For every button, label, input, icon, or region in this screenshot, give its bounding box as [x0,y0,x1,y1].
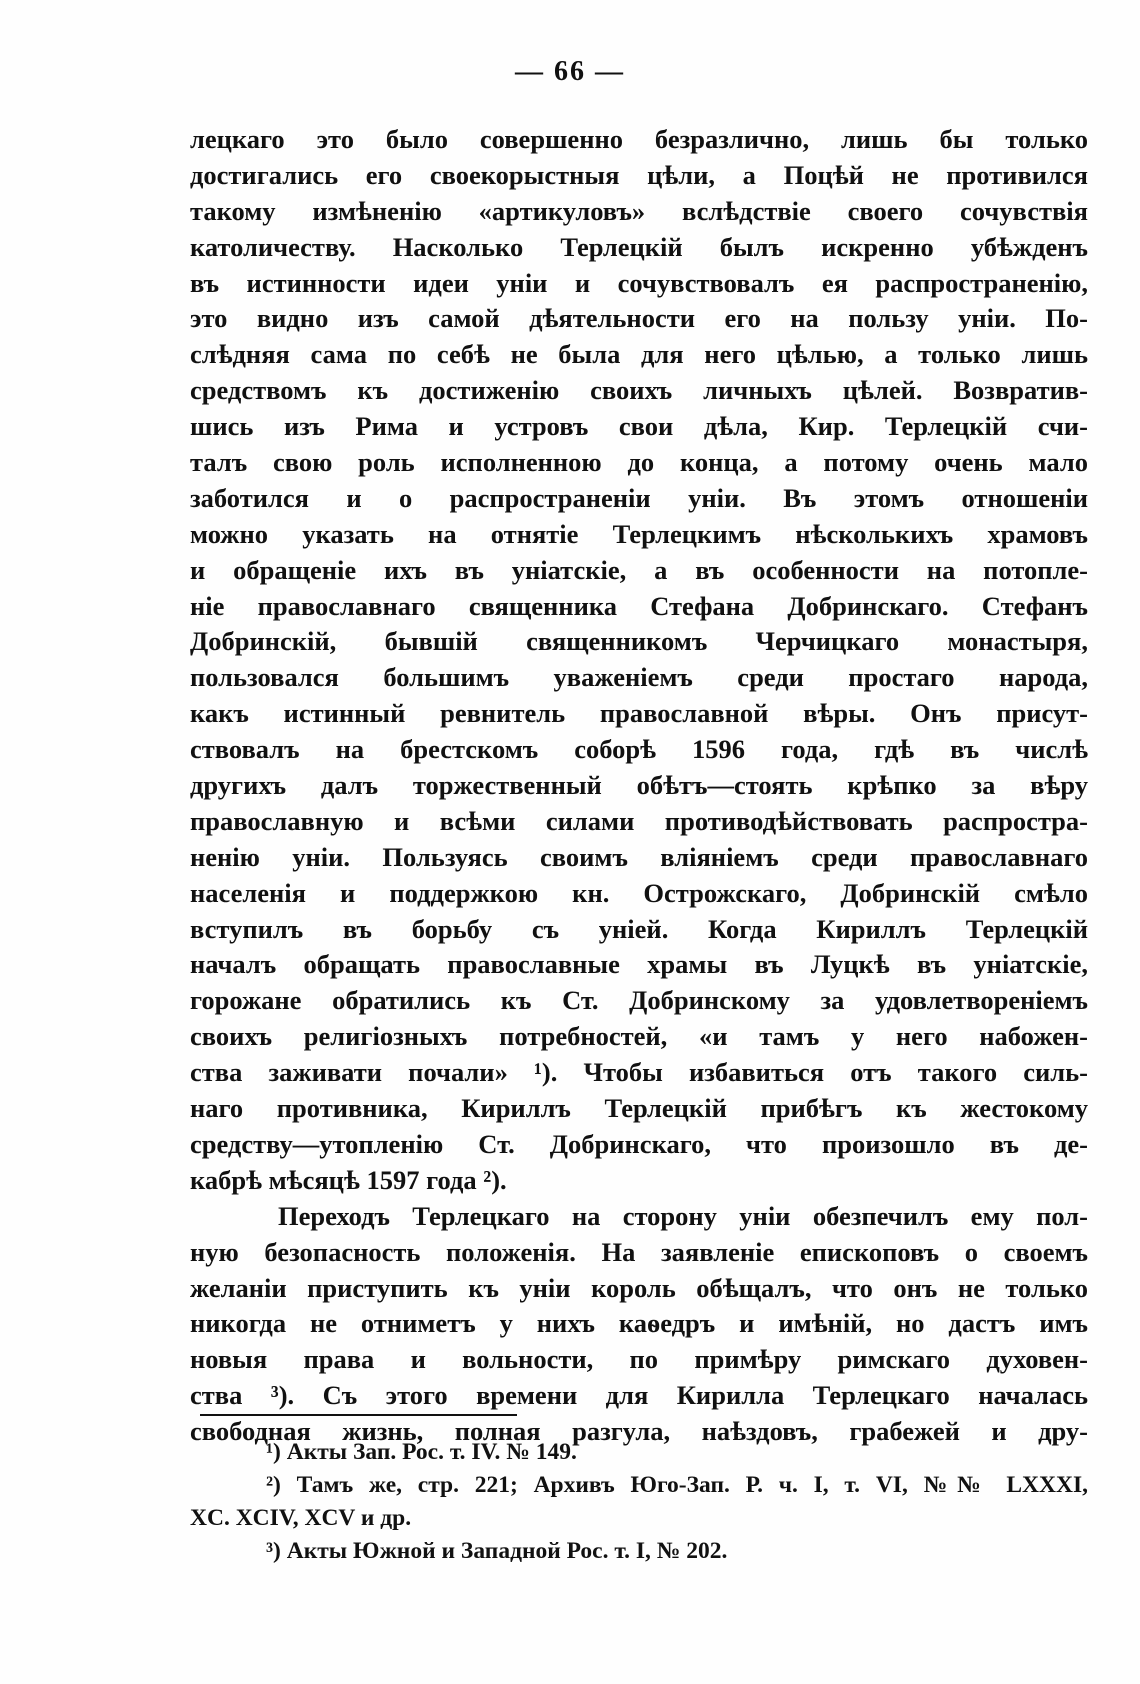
text-line: ную безопасность положенія. На заявленіе епископовъ о своемъ [190,1236,1088,1267]
text-line: ненію уніи. Пользуясь своимъ вліяніемъ среди православнаго [190,841,1088,872]
text-line: другихъ далъ торжественный обѣтъ—стоять крѣпко за вѣру [190,770,1088,801]
footnote-divider [200,1414,517,1416]
text-line: какъ истинный ревнитель православной вѣры. Онъ присут- [190,698,1088,729]
footnote: XC. XCIV, XCV и др. [190,1505,412,1531]
text-line: такому измѣненію «артикуловъ» вслѣдствіе своего сочувствія [190,195,1088,226]
footnote: ¹) Акты Зап. Рос. т. IV. № 149. [266,1439,577,1465]
text-line: талъ свою роль исполненною до конца, а потому очень мало [190,447,1088,478]
text-line: слѣдняя сама по себѣ не была для него цѣлью, а только лишь [190,339,1088,370]
text-line: православную и всѣми силами противодѣйствовать распростра- [190,805,1088,836]
main-text [190,122,1088,1450]
footnote: ²) Тамъ же, стр. 221; Архивъ Юго-Зап. Р. ч. I, т. VI, №№ LXXXI, [266,1472,1088,1498]
text-line: Переходъ Терлецкаго на сторону уніи обезпечилъ ему пол- [278,1200,1088,1231]
text-line: началъ обращать православные храмы въ Луцкѣ въ уніатскіе, [190,949,1088,980]
text-line: лецкаго это было совершенно безразлично, лишь бы только [190,124,1088,154]
text-line: свободная жизнь, полная разгула, наѣздовъ, грабежей и дру- [190,1416,1088,1447]
text-line: своихъ религіозныхъ потребностей, «и тамъ у него набожен- [190,1021,1088,1052]
text-line: населенія и поддержкою кн. Острожскаго, Добринскій смѣло [190,877,1088,908]
text-line: это видно изъ самой дѣятельности его на пользу уніи. По- [190,303,1088,334]
text-line: вступилъ въ борьбу съ уніей. Когда Кириллъ Терлецкій [190,913,1088,944]
text-line: шись изъ Рима и устровъ свои дѣла, Кир. Терлецкій счи- [190,411,1088,442]
text-line: горожане обратились къ Ст. Добринскому за удовлетвореніемъ [190,985,1088,1016]
text-line: ніе православнаго священника Стефана Добринскаго. Стефанъ [190,590,1088,621]
text-line: новыя права и вольности, по примѣру римскаго духовен- [190,1344,1088,1375]
text-line: заботился и о распространеніи уніи. Въ этомъ отношеніи [190,482,1088,513]
text-line: средствомъ къ достиженію своихъ личныхъ цѣлей. Возвратив- [190,375,1088,406]
text-line: ствовалъ на брестскомъ соборѣ 1596 года, гдѣ въ числѣ [190,734,1088,765]
footnote: ³) Акты Южной и Западной Рос. т. I, № 202. [266,1538,728,1564]
text-line: можно указать на отнятіе Терлецкимъ нѣсколькихъ храмовъ [190,518,1088,549]
text-line: желаніи приступить къ уніи король обѣщалъ, что онъ не только [190,1272,1088,1303]
text-line: ства ³). Съ этого времени для Кирилла Терлецкаго началась [190,1380,1088,1411]
text-line: и обращеніе ихъ въ уніатскіе, а въ особенности на потопле- [190,554,1088,585]
text-line: кабрѣ мѣсяцѣ 1597 года ²). [190,1164,507,1195]
text-line: ства заживати почали» ¹). Чтобы избавиться отъ такого силь- [190,1057,1088,1088]
text-line: достигались его своекорыстныя цѣли, а Поцѣй не противился [190,159,1088,190]
paragraph [190,122,1088,1199]
text-line: наго противника, Кириллъ Терлецкій прибѣгъ къ жестокому [190,1093,1088,1124]
text-line: католичеству. Насколько Терлецкій былъ искренно убѣжденъ [190,231,1088,262]
text-line: въ истинности идеи уніи и сочувствовалъ ея распространенію, [190,267,1088,298]
paragraph [190,1199,1088,1450]
text-line: никогда не отниметъ у нихъ каѳедръ и имѣній, но дастъ имъ [190,1308,1088,1339]
text-line: Добринскій, бывшій священникомъ Черчицкаго монастыря, [190,626,1088,657]
text-line: пользовался большимъ уваженіемъ среди простаго народа, [190,662,1088,693]
page-number: — 66 — [515,56,625,87]
footnotes [190,1436,1088,1568]
text-line: средству—утопленію Ст. Добринскаго, что произошло въ де- [190,1128,1088,1159]
